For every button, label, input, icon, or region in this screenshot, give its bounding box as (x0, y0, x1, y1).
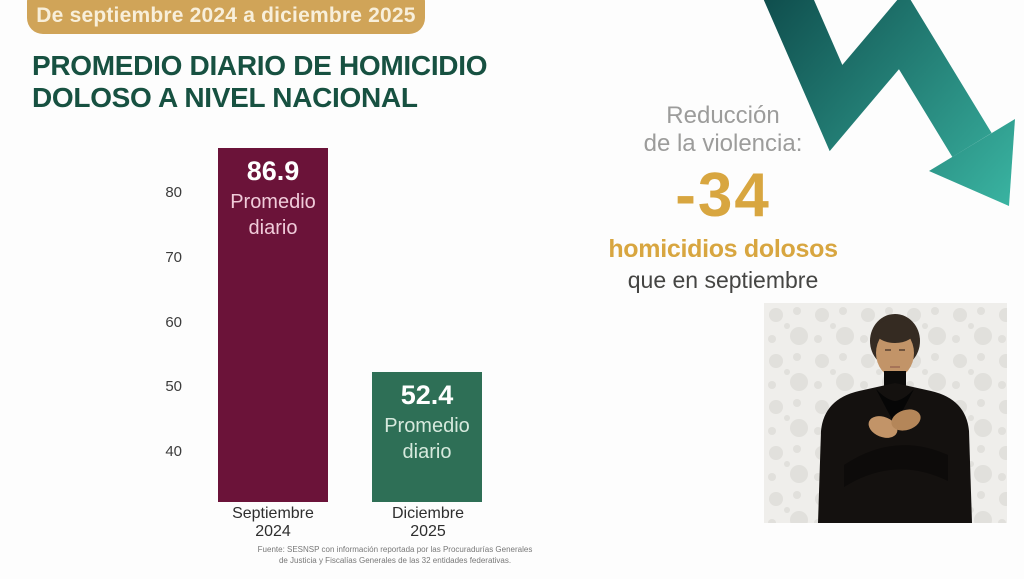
y-axis (142, 0, 182, 579)
page-title (32, 50, 487, 114)
bar-sublabel-line1: Promedio (230, 191, 316, 214)
page-title-line1: PROMEDIO DIARIO DE HOMICIDIO (32, 50, 488, 81)
date-range-banner (27, 0, 425, 34)
source-line2: de Justicia y Fiscalías Generales de las 32 entidades federativas. (278, 556, 512, 566)
reduction-heading-line1: Reducción (666, 102, 780, 129)
bar-sublabel-line1: Promedio (384, 414, 470, 437)
y-tick-label: 60 (165, 313, 182, 331)
bar-sublabel (372, 413, 482, 465)
y-tick-label: 70 (165, 248, 182, 266)
x-label-line2: 2024 (255, 523, 291, 541)
reduction-heading-line2: de la violencia: (643, 130, 803, 158)
reduction-delta-value: -34 (675, 161, 771, 231)
source-line1: Fuente: SESNSP con información reportada por las Procuradurías Generales (257, 545, 533, 554)
bar-value: 86.9 (246, 156, 300, 187)
reduction-unit-label: homicidios dolosos (608, 235, 838, 264)
downward-trend-arrow-icon (700, 0, 1024, 220)
bar-sublabel (218, 189, 328, 241)
bar-sublabel-line2: diario (248, 217, 298, 240)
date-range-label: De septiembre 2024 a diciembre 2025 (36, 4, 416, 27)
page-title-line2: DOLOSO A NIVEL NACIONAL (32, 81, 418, 113)
x-axis-label-diciembre-2025 (358, 505, 498, 542)
y-tick-label: 40 (165, 443, 182, 461)
y-tick-label: 80 (165, 184, 182, 201)
x-label-line1: Septiembre (232, 505, 314, 522)
source-note (225, 544, 565, 566)
bar-septiembre-2024 (218, 148, 328, 502)
x-label-line2: 2025 (410, 523, 446, 541)
y-tick-label: 50 (165, 378, 182, 396)
bar-value: 52.4 (400, 379, 454, 410)
reduction-comparison-label: que en septiembre (627, 267, 819, 294)
x-axis-label-septiembre-2024 (203, 505, 343, 542)
sign-language-interpreter-video (764, 303, 1007, 523)
bar-diciembre-2025 (372, 372, 482, 502)
bar-sublabel-line2: diario (402, 440, 452, 463)
sign-language-interpreter-illustration (764, 303, 1007, 523)
x-label-line1: Diciembre (391, 505, 464, 522)
